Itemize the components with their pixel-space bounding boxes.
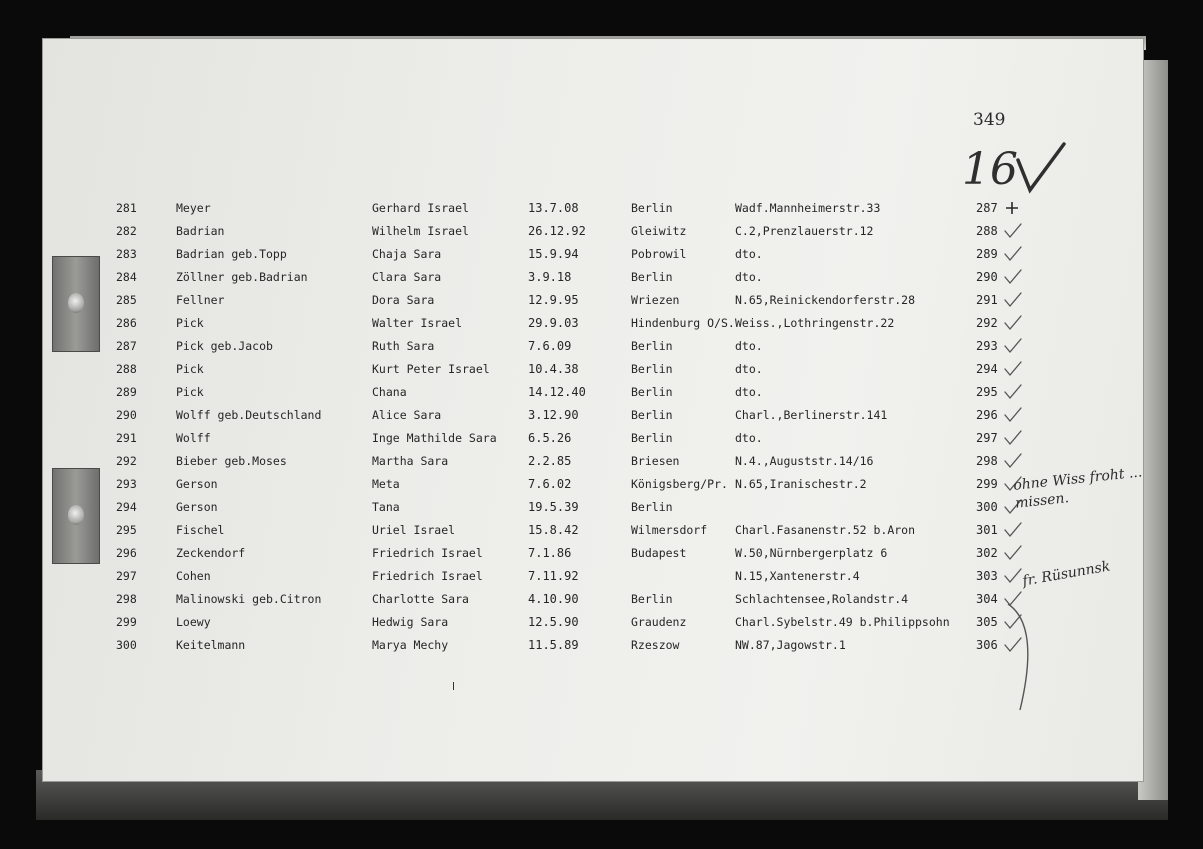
surname-cell: Bieber geb.Moses [176,454,287,468]
birth-place-cell: Berlin [631,500,673,514]
birth-place-cell: Berlin [631,431,673,445]
surname-cell: Malinowski geb.Citron [176,592,322,606]
address-cell: Wadf.Mannheimerstr.33 [735,201,881,215]
entry-number: 299 [116,615,137,629]
birth-place-cell: Berlin [631,339,673,353]
birth-date-cell: 7.1.86 [528,546,572,560]
entry-number: 284 [116,270,137,284]
surname-cell: Pick geb.Jacob [176,339,273,353]
given-name-cell: Wilhelm Israel [372,224,469,238]
address-cell: N.65,Iranischestr.2 [735,477,867,491]
entry-number: 287 [116,339,137,353]
list-number-cell: 290 [976,270,998,284]
entry-number: 298 [116,592,137,606]
folio-check-icon [1018,144,1064,190]
birth-date-cell: 13.7.08 [528,201,579,215]
table-row [0,385,1203,407]
given-name-cell: Dora Sara [372,293,435,307]
address-cell: Schlachtensee,Rolandstr.4 [735,592,909,606]
address-cell: Charl.Fasanenstr.52 b.Aron [735,523,916,537]
birth-place-cell: Berlin [631,201,673,215]
check-icon [1002,313,1024,333]
table-row [0,362,1203,384]
birth-place-cell: Wilmersdorf [631,523,708,537]
surname-cell: Wolff [176,431,211,445]
entry-number: 282 [116,224,137,238]
given-name-cell: Gerhard Israel [372,201,469,215]
given-name-cell: Clara Sara [372,270,442,284]
given-name-cell: Uriel Israel [372,523,456,537]
entry-number: 290 [116,408,137,422]
list-number-cell: 297 [976,431,998,445]
given-name-cell: Kurt Peter Israel [372,362,490,376]
address-cell: dto. [735,270,763,284]
check-icon [1002,336,1024,356]
birth-place-cell: Berlin [631,592,673,606]
birth-date-cell: 19.5.39 [528,500,579,514]
address-cell: N.4.,Auguststr.14/16 [735,454,874,468]
check-icon [1002,382,1024,402]
address-cell: dto. [735,247,763,261]
folio-handwritten-mark [960,132,1070,202]
surname-cell: Keitelmann [176,638,246,652]
note-text: ohne Wiss froht ... missen. [1012,464,1143,512]
entry-number: 281 [116,201,137,215]
handwritten-note-2: fr. Rüsunnsk [1021,558,1112,590]
check-icon [1002,520,1024,540]
birth-place-cell: Berlin [631,385,673,399]
plus-icon [1002,198,1024,218]
page-number: 349 [973,110,1006,130]
list-number-cell: 303 [976,569,998,583]
surname-cell: Badrian geb.Topp [176,247,287,261]
list-number-cell: 294 [976,362,998,376]
list-number-cell: 293 [976,339,998,353]
list-number-cell: 295 [976,385,998,399]
table-row [0,201,1203,223]
given-name-cell: Tana [372,500,400,514]
list-number-cell: 287 [976,201,998,215]
birth-date-cell: 12.5.90 [528,615,579,629]
surname-cell: Zeckendorf [176,546,246,560]
birth-place-cell: Gleiwitz [631,224,687,238]
list-number-cell: 288 [976,224,998,238]
surname-cell: Gerson [176,500,218,514]
birth-place-cell: Briesen [631,454,680,468]
address-cell: dto. [735,362,763,376]
surname-cell: Fellner [176,293,225,307]
address-cell: NW.87,Jagowstr.1 [735,638,846,652]
surname-cell: Badrian [176,224,225,238]
table-row [0,293,1203,315]
table-row [0,270,1203,292]
address-cell: dto. [735,385,763,399]
table-row [0,454,1203,476]
birth-place-cell: Budapest [631,546,687,560]
given-name-cell: Walter Israel [372,316,463,330]
entry-number: 288 [116,362,137,376]
address-cell: Weiss.,Lothringenstr.22 [735,316,895,330]
birth-date-cell: 12.9.95 [528,293,579,307]
entry-number: 289 [116,385,137,399]
entry-number: 291 [116,431,137,445]
given-name-cell: Charlotte Sara [372,592,469,606]
given-name-cell: Inge Mathilde Sara [372,431,497,445]
check-icon [1002,244,1024,264]
birth-place-cell: Berlin [631,270,673,284]
check-icon [1002,290,1024,310]
address-cell: Charl.Sybelstr.49 b.Philippsohn [735,615,950,629]
table-row [0,339,1203,361]
address-cell: Charl.,Berlinerstr.141 [735,408,888,422]
list-number-cell: 300 [976,500,998,514]
birth-date-cell: 7.6.02 [528,477,572,491]
entry-number: 300 [116,638,137,652]
list-number-cell: 299 [976,477,998,491]
given-name-cell: Ruth Sara [372,339,435,353]
list-number-cell: 302 [976,546,998,560]
birth-date-cell: 29.9.03 [528,316,579,330]
table-row [0,224,1203,246]
list-number-cell: 298 [976,454,998,468]
given-name-cell: Chana [372,385,407,399]
given-name-cell: Martha Sara [372,454,449,468]
birth-date-cell: 15.8.42 [528,523,579,537]
list-number-cell: 306 [976,638,998,652]
list-number-cell: 292 [976,316,998,330]
given-name-cell: Hedwig Sara [372,615,449,629]
folio-number: 16 [962,144,1018,195]
check-icon [1002,221,1024,241]
list-number-cell: 304 [976,592,998,606]
birth-date-cell: 10.4.38 [528,362,579,376]
surname-cell: Pick [176,385,204,399]
surname-cell: Zöllner geb.Badrian [176,270,308,284]
birth-date-cell: 14.12.40 [528,385,586,399]
address-cell: N.65,Reinickendorferstr.28 [735,293,916,307]
page-speck [453,682,454,690]
address-cell: dto. [735,431,763,445]
birth-place-cell: Rzeszow [631,638,680,652]
table-row [0,408,1203,430]
surname-cell: Pick [176,362,204,376]
entry-number: 283 [116,247,137,261]
birth-place-cell: Pobrowil [631,247,687,261]
given-name-cell: Chaja Sara [372,247,442,261]
check-icon [1002,543,1024,563]
birth-date-cell: 6.5.26 [528,431,572,445]
given-name-cell: Friedrich Israel [372,569,483,583]
birth-date-cell: 7.11.92 [528,569,579,583]
check-icon [1002,267,1024,287]
birth-date-cell: 7.6.09 [528,339,572,353]
check-icon [1002,451,1024,471]
address-cell: W.50,Nürnbergerplatz 6 [735,546,888,560]
given-name-cell: Friedrich Israel [372,546,483,560]
entry-number: 297 [116,569,137,583]
table-row [0,546,1203,568]
birth-date-cell: 3.12.90 [528,408,579,422]
birth-place-cell: Berlin [631,362,673,376]
surname-cell: Gerson [176,477,218,491]
entry-number: 295 [116,523,137,537]
check-icon [1002,405,1024,425]
birth-place-cell: Wriezen [631,293,680,307]
entry-number: 286 [116,316,137,330]
birth-place-cell: Graudenz [631,615,687,629]
entry-number: 285 [116,293,137,307]
list-number-cell: 305 [976,615,998,629]
list-number-cell: 289 [976,247,998,261]
handwritten-bracket [1002,600,1042,720]
address-cell: dto. [735,339,763,353]
address-cell: C.2,Prenzlauerstr.12 [735,224,874,238]
surname-cell: Loewy [176,615,211,629]
table-row [0,523,1203,545]
surname-cell: Meyer [176,201,211,215]
entry-number: 294 [116,500,137,514]
surname-cell: Fischel [176,523,225,537]
surname-cell: Wolff geb.Deutschland [176,408,322,422]
list-number-cell: 301 [976,523,998,537]
check-icon [1002,359,1024,379]
birth-place-cell: Hindenburg O/S. [631,316,735,330]
table-row [0,247,1203,269]
address-cell: N.15,Xantenerstr.4 [735,569,860,583]
birth-place-cell: Berlin [631,408,673,422]
given-name-cell: Alice Sara [372,408,442,422]
birth-date-cell: 2.2.85 [528,454,572,468]
surname-cell: Pick [176,316,204,330]
list-number-cell: 296 [976,408,998,422]
list-number-cell: 291 [976,293,998,307]
birth-place-cell: Königsberg/Pr. [631,477,728,491]
birth-date-cell: 15.9.94 [528,247,579,261]
birth-date-cell: 26.12.92 [528,224,586,238]
entry-number: 292 [116,454,137,468]
birth-date-cell: 4.10.90 [528,592,579,606]
entry-number: 293 [116,477,137,491]
given-name-cell: Marya Mechy [372,638,449,652]
check-icon [1002,428,1024,448]
given-name-cell: Meta [372,477,400,491]
entry-number: 296 [116,546,137,560]
table-row [0,431,1203,453]
birth-date-cell: 3.9.18 [528,270,572,284]
birth-date-cell: 11.5.89 [528,638,579,652]
table-row [0,316,1203,338]
surname-cell: Cohen [176,569,211,583]
